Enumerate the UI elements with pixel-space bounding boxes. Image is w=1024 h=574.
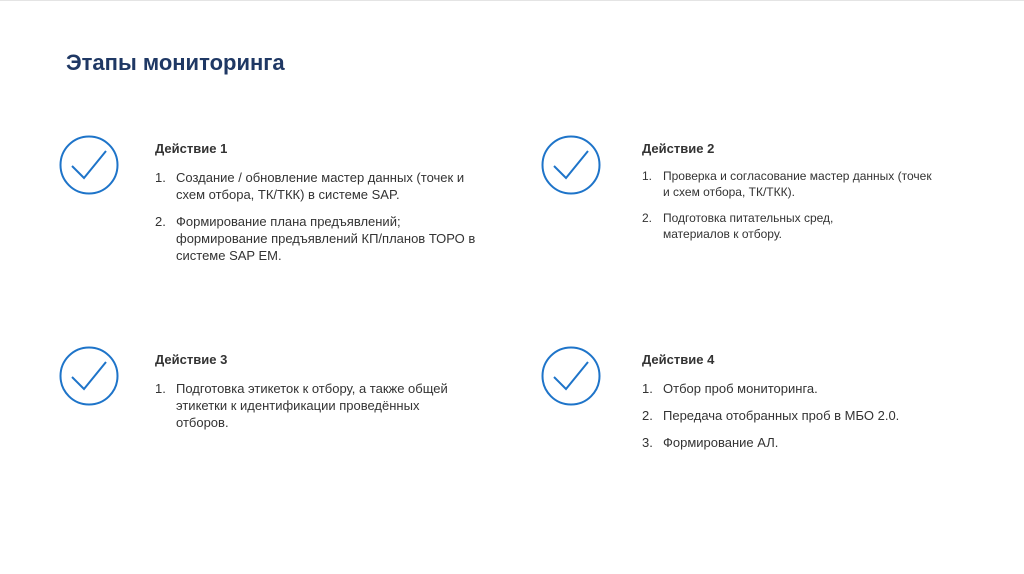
list-item-text: Отбор проб мониторинга.: [663, 381, 818, 396]
list-item: [642, 407, 942, 424]
action-2-block: [642, 141, 942, 252]
list-item-number: 1.: [155, 170, 166, 185]
list-item: [642, 168, 942, 200]
list-item: [155, 169, 485, 203]
page-title: Этапы мониторинга: [66, 50, 285, 75]
action-4-title: Действие 4: [642, 352, 715, 367]
list-item-text: Формирование плана предъявлений; формирование предъявлений КП/планов ТОРО в системе SAP EM.: [176, 214, 476, 263]
action-3-title: Действие 3: [155, 352, 228, 367]
action-1-block: [155, 141, 485, 274]
check-circle-icon: [539, 133, 603, 197]
list-item-number: 3.: [642, 435, 653, 450]
list-item: [642, 434, 942, 451]
list-item-text: Формирование АЛ.: [663, 435, 779, 450]
list-item-number: 1.: [642, 169, 653, 183]
action-2-title: Действие 2: [642, 141, 715, 156]
list-item-number: 2.: [642, 211, 653, 225]
list-item-text: Передача отобранных проб в МБО 2.0.: [663, 408, 900, 423]
list-item-number: 1.: [155, 381, 166, 396]
list-item-text: Создание / обновление мастер данных (точек и схем отбора, ТК/ТКК) в системе SAP.: [176, 170, 465, 202]
action-3-block: [155, 352, 455, 441]
list-item-number: 2.: [155, 214, 166, 229]
list-item-number: 1.: [642, 381, 653, 396]
list-item: [155, 380, 455, 431]
check-circle-icon: [57, 133, 121, 197]
list-item-number: 2.: [642, 408, 653, 423]
check-circle-icon: [539, 344, 603, 408]
top-divider: [0, 0, 1024, 1]
list-item: [155, 213, 485, 264]
action-4-block: [642, 352, 942, 461]
list-item-text: Подготовка питательных сред, материалов к отбору.: [663, 211, 834, 241]
list-item-text: Проверка и согласование мастер данных (точек и схем отбора, ТК/ТКК).: [663, 169, 932, 199]
list-item: [642, 210, 942, 242]
action-1-title: Действие 1: [155, 141, 228, 156]
list-item-text: Подготовка этикеток к отбору, а также общей этикетки к идентификации проведённых отборов.: [176, 381, 448, 430]
list-item: [642, 380, 942, 397]
check-circle-icon: [57, 344, 121, 408]
